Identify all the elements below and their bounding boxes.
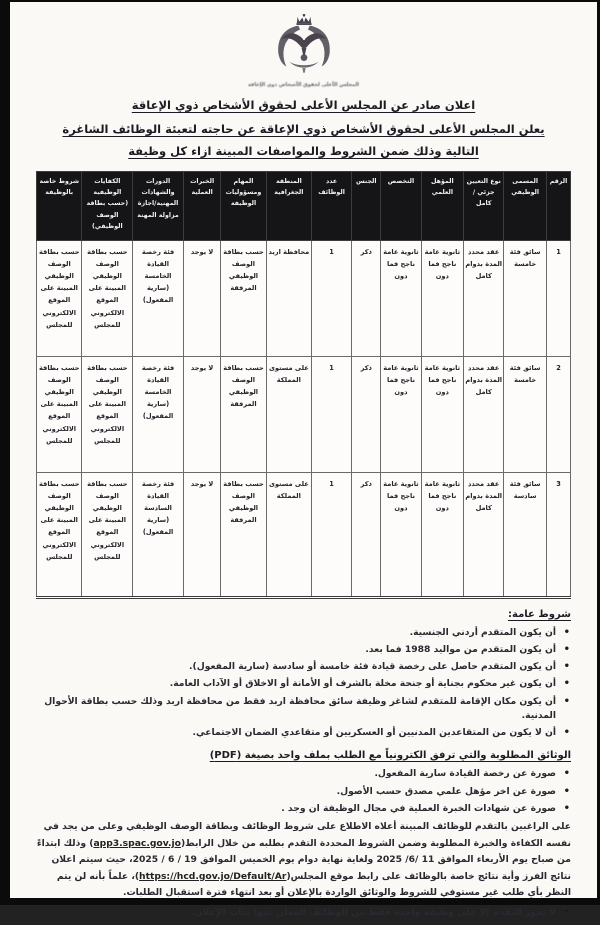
table-cell: عقد محدد المدة بدوام كامل xyxy=(464,472,504,597)
column-header-tasks: المهام ومسؤوليات الوظيفة xyxy=(221,171,266,240)
table-row xyxy=(37,356,571,472)
list-item: • أن يكون غير محكوم بجناية أو جنحة مخلة بالشرف أو الأمانة أو الاخلاق أو الآداب العامة. xyxy=(36,677,571,691)
council-website-link[interactable]: https://hcd.gov.jo/Default/Ar xyxy=(139,870,287,882)
column-header-special-conditions: شروط خاصة بالوظيفة xyxy=(37,171,82,240)
application-portal-link[interactable]: app3.spac.gov.jo xyxy=(93,837,181,849)
table-row xyxy=(37,472,571,597)
table-cell: ذكر xyxy=(352,356,381,472)
column-header-experience: الخبرات العملية xyxy=(183,171,220,240)
instructions-text: ) وذلك ابتداءً من صباح يوم الأربعاء الموافق 11 /6/ 2025 ولغاية نهاية دوام يوم الخميس الموافق 19 / 6 / 2025، حيث سيتم اعلان نتائج الفرز وأية نتائج خاصة بالوظائف على رابط موقع المجلس( xyxy=(36,837,571,882)
table-cell: ذكر xyxy=(352,240,381,356)
final-note-list xyxy=(36,906,571,920)
table-cell: 2 xyxy=(546,356,570,472)
table-cell: سائق فئة خامسة xyxy=(504,356,547,472)
table-cell: عقد محدد المدة بدوام كامل xyxy=(464,240,504,356)
list-item: • صورة عن اخر مؤهل علمي مصدق حسب الأصول. xyxy=(36,785,571,799)
table-cell: حسب بطاقة الوصف الوظيفي المرفقة xyxy=(221,356,266,472)
column-header-job-title: المسمى الوظيفي xyxy=(504,171,547,240)
required-documents-heading: الوثائق المطلوبة والتي ترفق الكترونياً مع الطلب بملف واحد بصيغة (PDF) xyxy=(209,750,571,762)
table-cell: 1 xyxy=(546,240,570,356)
header-crest xyxy=(36,12,571,88)
table-cell: ثانوية عامة ناجح فما دون xyxy=(421,472,464,597)
table-cell: حسب بطاقة الوصف الوظيفي المبينة على الموقع الالكتروني للمجلس xyxy=(37,240,82,356)
table-cell: حسب بطاقة الوصف الوظيفي المرفقة xyxy=(221,240,266,356)
table-cell: حسب بطاقة الوصف الوظيفي المبينة على الموقع الالكتروني للمجلس xyxy=(82,240,133,356)
table-cell: ذكر xyxy=(352,472,381,597)
column-header-competencies: الكفايات الوظيفية (حسب بطاقة الوصف الوظيفي) xyxy=(82,171,133,240)
table-cell: 3 xyxy=(546,472,570,597)
application-instructions-paragraph xyxy=(36,819,571,902)
crest-caption: المجلس الأعلى لحقوق الأشخاص ذوي الإعاقة xyxy=(248,82,359,88)
table-cell: سائق فئة سادسة xyxy=(504,472,547,597)
table-cell: لا يوجد xyxy=(183,472,220,597)
table-row xyxy=(37,240,571,356)
table-cell: 1 xyxy=(312,356,352,472)
required-documents-list xyxy=(36,767,571,816)
column-header-qualification: المؤهل العلمي xyxy=(421,171,464,240)
table-cell: حسب بطاقة الوصف الوظيفي المبينة على الموقع الالكتروني للمجلس xyxy=(37,472,82,597)
general-conditions-heading: شروط عامة: xyxy=(508,608,571,620)
announcement-title: اعلان صادر عن المجلس الأعلى لحقوق الأشخاص ذوي الإعاقة xyxy=(131,98,476,112)
table-cell: فئة رخصة القيادة السادسة (سارية المفعول) xyxy=(133,472,184,597)
table-cell: لا يوجد xyxy=(183,356,220,472)
column-header-number: الرقم xyxy=(546,171,570,240)
list-item: • صورة عن رخصة القيادة سارية المفعول. xyxy=(36,767,571,781)
document-page xyxy=(10,2,597,918)
table-cell: لا يوجد xyxy=(183,240,220,356)
list-item: • أن يكون المتقدم من مواليد 1988 فما بعد. xyxy=(36,643,571,657)
column-header-courses-certificates: الدورات والشهادات المهنية/اجازة مزاولة المهنة xyxy=(133,171,184,240)
column-header-positions-count: عدد الوظائف xyxy=(312,171,352,240)
table-cell: على مستوى المملكة xyxy=(266,356,311,472)
required-documents-section xyxy=(36,750,571,920)
list-item: • أن يكون المتقدم أردني الجنسية. xyxy=(36,626,571,640)
list-item: • صورة عن شهادات الخبرة العملية في مجال الوظيفة ان وجد . xyxy=(36,802,571,816)
table-cell: حسب بطاقة الوصف الوظيفي المرفقة xyxy=(221,472,266,597)
instructions-text: على الراغبين بالتقدم للوظائف المبينة أعلاه الاطلاع على شروط الوظائف وبطاقة الوصف الوظيفي وعلى من يجد في نفسه الكفاءة والخبرة المطلوبة وضمن الشروط المحددة التقدم بطلبه من خلال الرابط( xyxy=(43,821,571,849)
final-note-item: • لا يجوز التقدم إلا على وظيفة واحدة فقط من الوظائف المعلن عنها بذات الإعلان. xyxy=(36,906,571,920)
table-cell: 1 xyxy=(312,472,352,597)
general-conditions-section xyxy=(36,609,571,741)
table-cell: حسب بطاقة الوصف الوظيفي المبينة على الموقع الالكتروني للمجلس xyxy=(82,472,133,597)
table-cell: 1 xyxy=(312,240,352,356)
column-header-appointment-type: نوع التعيين جزئي / كامل xyxy=(464,171,504,240)
general-conditions-list xyxy=(36,626,571,741)
table-cell: فئة رخصة القيادة الخامسة (سارية المفعول) xyxy=(133,240,184,356)
jordan-coat-of-arms-icon xyxy=(256,12,352,76)
instructions-text: )، علماً بأنه لن يتم النظر بأي طلب غير مستوفي للشروط والوثائق الواردة بالإعلان أو بعد انتهاء فترة استقبال الطلبات. xyxy=(56,870,571,899)
list-item: • أن يكون مكان الإقامة للمتقدم لشاغر وظيفة سائق محافظة اربد فقط من محافظة اربد وذلك حسب بطاقة الأحوال المدنية. xyxy=(36,695,571,724)
table-cell: ثانوية عامة ناجح فما دون xyxy=(381,240,421,356)
table-cell: عقد محدد المدة بدوام كامل xyxy=(464,356,504,472)
table-cell: ثانوية عامة ناجح فما دون xyxy=(421,356,464,472)
table-header-row xyxy=(37,171,571,240)
column-header-gender: الجنس xyxy=(352,171,381,240)
table-cell: فئة رخصة القيادة الخامسة (سارية المفعول) xyxy=(133,356,184,472)
table-cell: سائق فئة خامسة xyxy=(504,240,547,356)
table-cell: محافظة اربد xyxy=(266,240,311,356)
column-header-specialization: التخصص xyxy=(381,171,421,240)
table-cell: على مستوى المملكة xyxy=(266,472,311,597)
list-item: • أن يكون المتقدم حاصل على رخصة قيادة فئة خامسة أو سادسة (سارية المفعول). xyxy=(36,660,571,674)
table-cell: ثانوية عامة ناجح فما دون xyxy=(381,472,421,597)
list-item: • أن لا يكون من المتقاعدين المدنيين أو العسكريين أو متقاعدي الضمان الاجتماعي. xyxy=(36,726,571,740)
announcement-subtitle: يعلن المجلس الأعلى لحقوق الأشخاص ذوي الإعاقة عن حاجته لتعبئة الوظائف الشاغرة التالية وذلك ضمن الشروط والمواصفات المبينة ازاء كل وظيفة xyxy=(62,122,545,158)
table-cell: حسب بطاقة الوصف الوظيفي المبينة على الموقع الالكتروني للمجلس xyxy=(37,356,82,472)
table-cell: ثانوية عامة ناجح فما دون xyxy=(381,356,421,472)
table-cell: ثانوية عامة ناجح فما دون xyxy=(421,240,464,356)
jobs-table xyxy=(36,171,571,599)
table-cell: حسب بطاقة الوصف الوظيفي المبينة على الموقع الالكتروني للمجلس xyxy=(82,356,133,472)
column-header-geographic-area: المنطقة الجغرافية xyxy=(266,171,311,240)
